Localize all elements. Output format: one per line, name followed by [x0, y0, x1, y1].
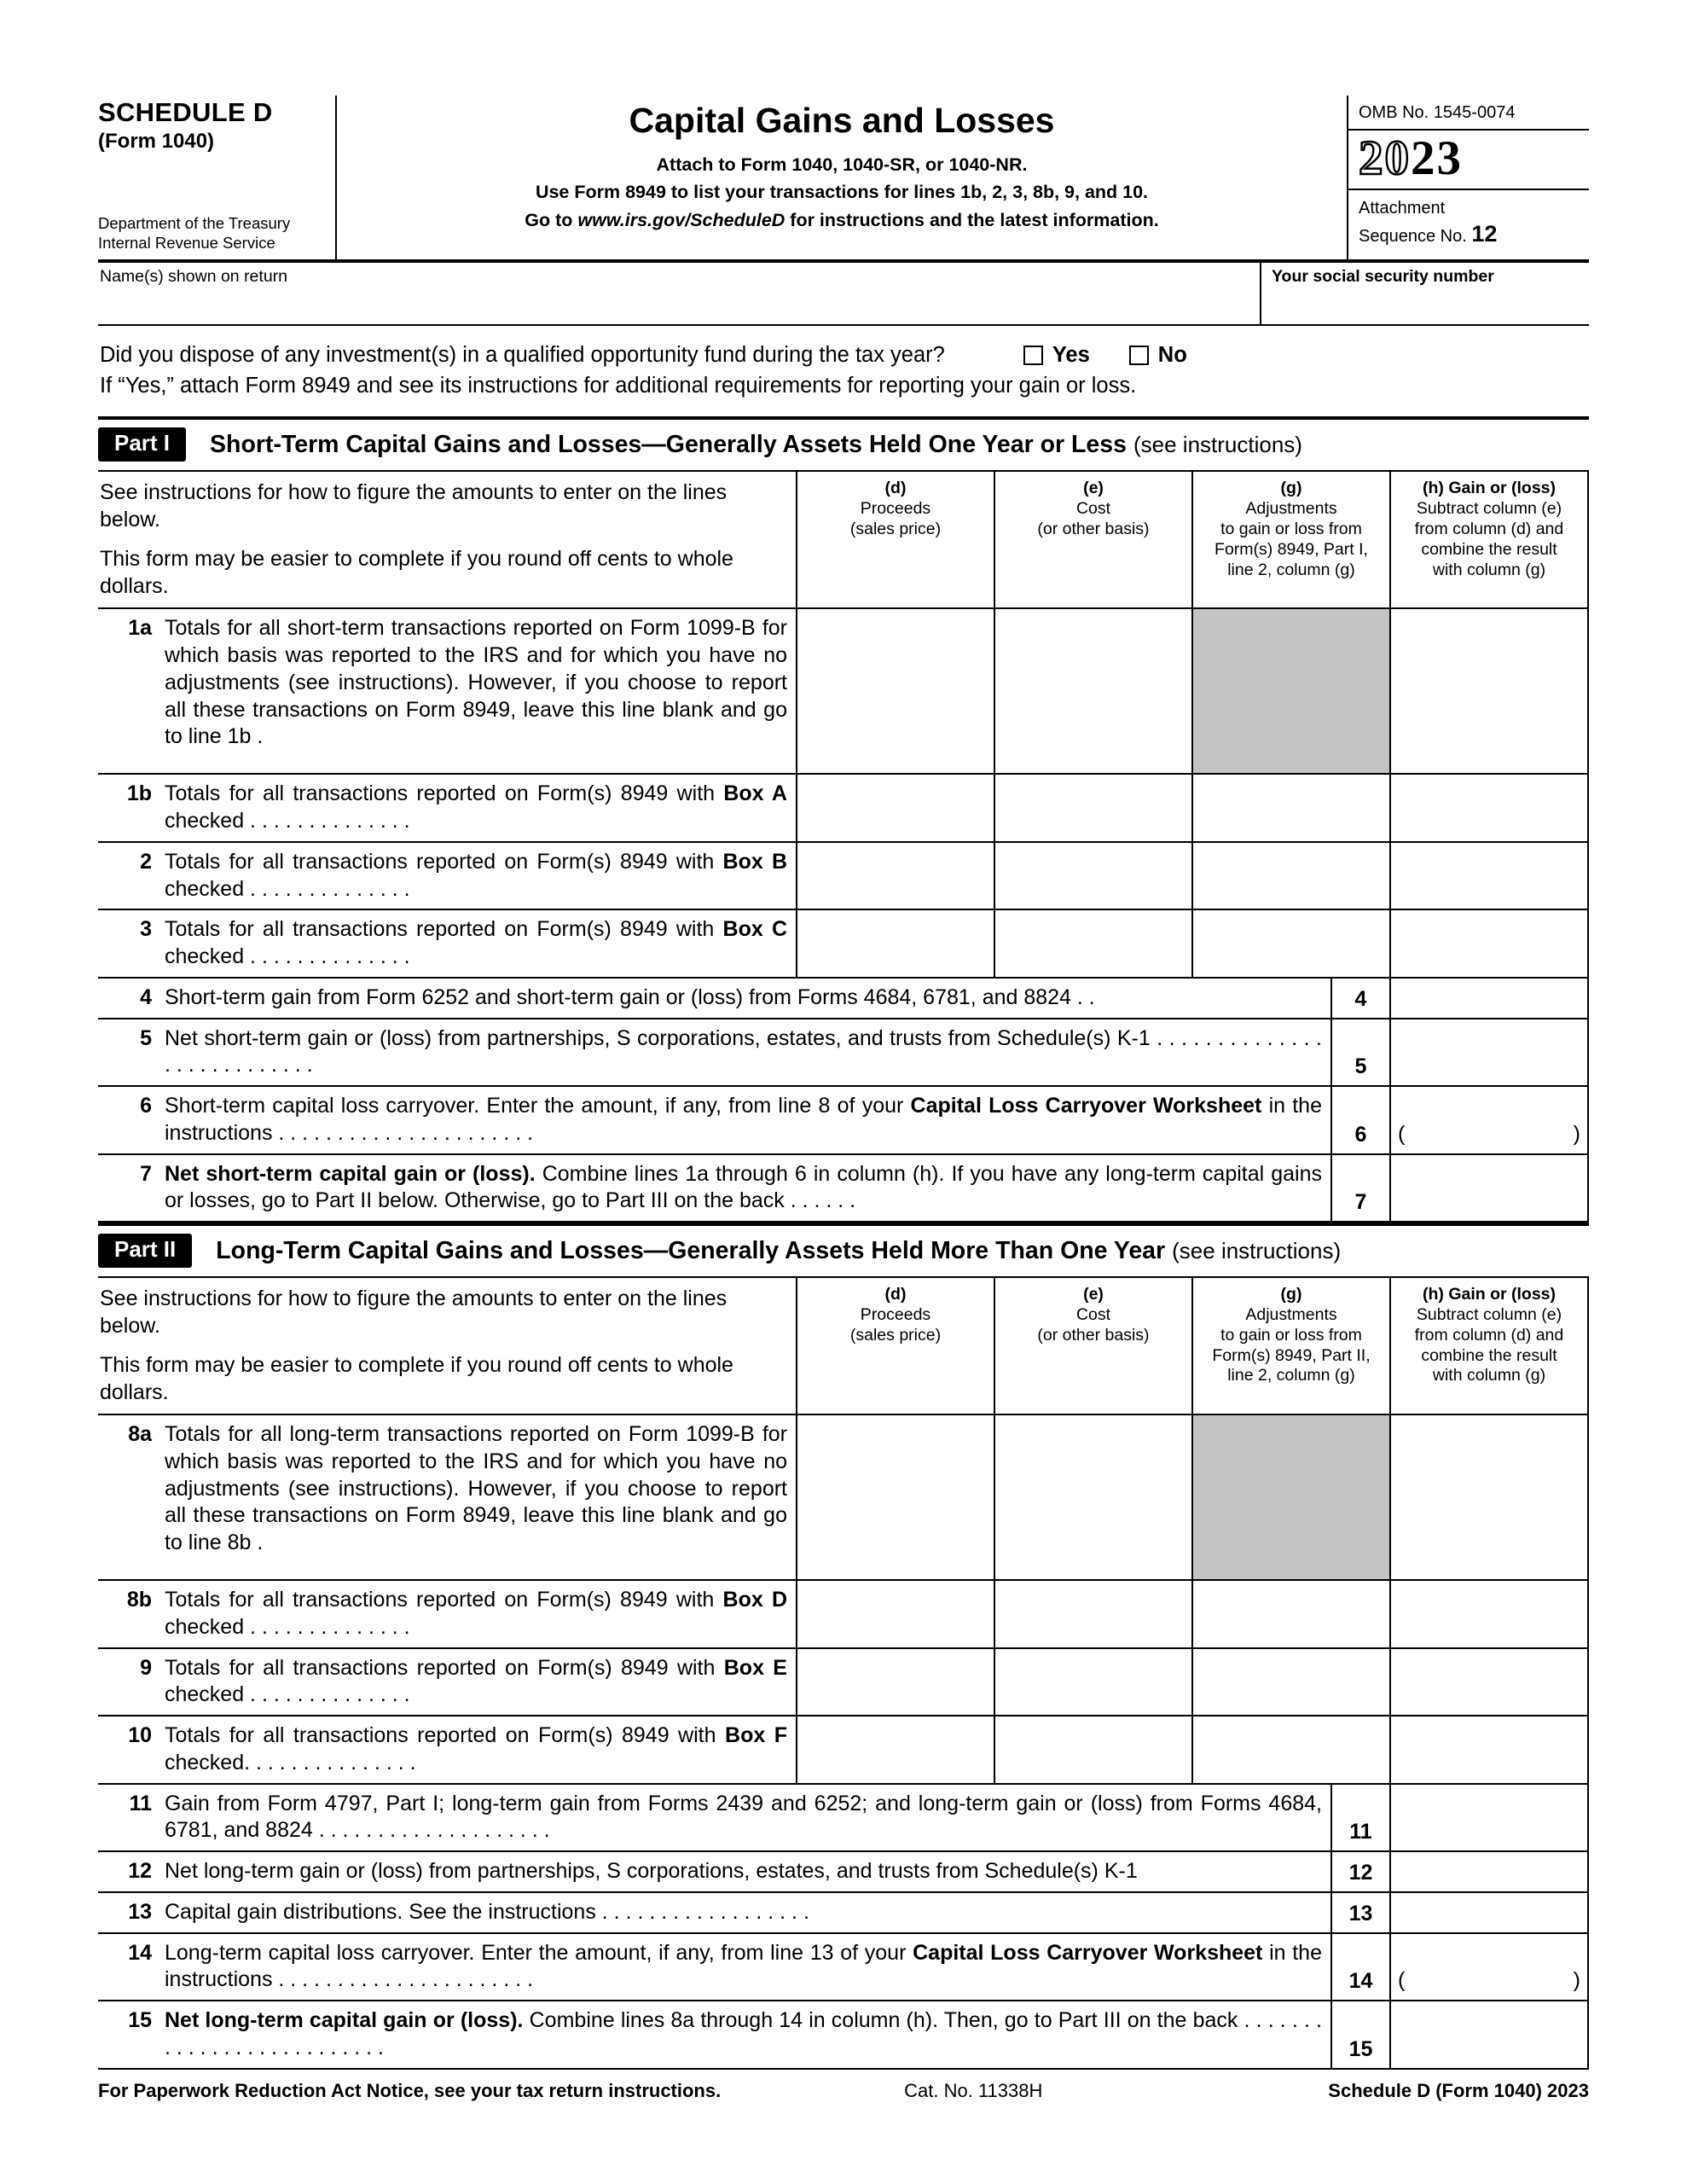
attachment-sequence [1348, 190, 1589, 256]
amount-cell-e-10[interactable] [994, 1716, 1191, 1783]
amount-cell-d-8b[interactable] [796, 1581, 994, 1647]
amount-cell-h-8b[interactable] [1389, 1581, 1589, 1647]
open-paren: ( [1398, 1121, 1406, 1146]
table-instruction-line-2: This form may be easier to complete if you round off cents to whole dollars. [100, 547, 733, 598]
column-header-line: Adjustments [1245, 499, 1337, 519]
label-segment: Totals for all transactions reported on Form(s) 8949 with [165, 917, 723, 942]
row-label [165, 1587, 796, 1641]
row-label [165, 1093, 1330, 1147]
line-number-box-value: 7 [1354, 1190, 1367, 1215]
row-label [165, 1791, 1330, 1845]
label-segment: Box B [722, 849, 787, 874]
amount-cell-h-5[interactable] [1389, 1019, 1589, 1086]
label-segment: Totals for all transactions reported on Form(s) 8949 with [165, 1655, 724, 1680]
line-number: 13 [128, 1899, 152, 1924]
amount-cell-g-3[interactable] [1191, 910, 1389, 977]
amount-cell-e-8a[interactable] [994, 1415, 1191, 1579]
line-number-box-value: 15 [1348, 2036, 1373, 2061]
amount-cell-e-1a[interactable] [994, 609, 1191, 773]
form-row-4 [98, 977, 1589, 1018]
line-number-box-13 [1330, 1893, 1389, 1932]
column-letter-d: (d) [884, 479, 907, 498]
column-header-line: Proceeds [860, 1304, 931, 1324]
column-header-line: from column (d) and [1414, 519, 1564, 538]
row-label [165, 781, 796, 835]
question-note: If “Yes,” attach Form 8949 and see its instructions for additional requirements for reporting your gain or loss. [100, 374, 1137, 398]
amount-cell-d-8a[interactable] [796, 1415, 994, 1579]
part1-badge: Part I [98, 427, 186, 462]
amount-cell-e-2[interactable] [994, 843, 1191, 909]
part2-title-text: Long-Term Capital Gains and Losses—Generally Assets Held More Than One Year [216, 1236, 1166, 1264]
attach-instruction: Attach to Form 1040, 1040-SR, or 1040-NR. [656, 154, 1028, 175]
line-number: 14 [128, 1940, 152, 1965]
form-row-1b [98, 773, 1589, 841]
form-header [98, 96, 1589, 263]
ssn-field[interactable] [1260, 263, 1589, 324]
line-number-box-value: 11 [1349, 1820, 1372, 1844]
column-header-line: (sales price) [849, 519, 942, 538]
ssn-field-label: Your social security number [1272, 267, 1494, 286]
part1-header [98, 416, 1589, 470]
label-segment: Combine lines 8a through 14 in column (h). Then, go to Part III on the back . . . . . . . . . . . . . . . . . . . . . . . . . . [165, 2008, 1322, 2059]
part2-badge: Part II [98, 1234, 192, 1268]
paperwork-notice: For Paperwork Reduction Act Notice, see your tax return instructions. [98, 2079, 722, 2101]
column-header-line: combine the result [1421, 1345, 1557, 1365]
amount-cell-h-11[interactable] [1389, 1785, 1589, 1851]
amount-cell-g-8b[interactable] [1191, 1581, 1389, 1647]
column-header-line: combine the result [1421, 539, 1557, 559]
line-number-box-4 [1330, 979, 1389, 1018]
no-label: No [1157, 343, 1187, 367]
irs-url-link[interactable]: www.irs.gov/ScheduleD [577, 209, 786, 230]
amount-cell-h-14[interactable] [1389, 1934, 1589, 2001]
label-segment: Net short-term gain or (loss) from partnerships, S corporations, estates, and trusts from Schedule(s) K-1 . . . . . . . . . . . . . . . . . . . . . . . . . . . [165, 1025, 1322, 1077]
form-row-5 [98, 1018, 1589, 1086]
amount-cell-e-8b[interactable] [994, 1581, 1191, 1647]
label-segment: Box A [723, 781, 787, 806]
row-label [165, 1858, 1330, 1885]
row-description-1a [98, 609, 796, 773]
label-segment: checked . . . . . . . . . . . . . . [165, 876, 410, 901]
form-row-13 [98, 1891, 1589, 1932]
column-letter-g: (g) [1280, 479, 1302, 498]
row-label [165, 1940, 1330, 1995]
label-segment: Totals for all transactions reported on Form(s) 8949 with [165, 849, 723, 874]
label-segment: Net long-term capital gain or (loss). [165, 2008, 524, 2033]
row-description-2 [98, 843, 796, 909]
form-row-12 [98, 1850, 1589, 1891]
catalog-number: Cat. No. 11338H [904, 2079, 1043, 2101]
amount-cell-d-9[interactable] [796, 1649, 994, 1716]
line-number: 6 [140, 1094, 152, 1118]
row-description-14 [98, 1934, 1330, 2001]
line-number: 9 [140, 1655, 152, 1680]
column-letter-e: (e) [1083, 1285, 1104, 1304]
row-label [165, 1025, 1330, 1080]
amount-cell-h-6[interactable] [1389, 1087, 1589, 1153]
column-header-line: Form(s) 8949, Part I, [1215, 539, 1368, 559]
table-header-row [98, 470, 1589, 607]
row-description-9 [98, 1649, 796, 1716]
sequence-number: 12 [1471, 220, 1498, 247]
column-header-line: with column (g) [1432, 1366, 1546, 1385]
agency-block [98, 213, 323, 253]
tax-year [1348, 131, 1589, 190]
column-header-line: from column (d) and [1414, 1325, 1564, 1345]
form-row-2 [98, 841, 1589, 909]
tax-year-solid-digits: 23 [1411, 131, 1463, 185]
amount-cell-h-1b[interactable] [1389, 775, 1589, 841]
row-description-8b [98, 1581, 796, 1647]
label-segment: Gain from Form 4797, Part I; long-term gain from Forms 2439 and 6252; and long-term gain or (loss) from Forms 4684, 6781, and 8824 . . . . . . . . . . . . . . . . . . . . [165, 1791, 1322, 1843]
column-header-e [994, 472, 1191, 607]
line-number-box-value: 13 [1348, 1901, 1373, 1926]
agency-line-1: Department of the Treasury [98, 213, 291, 232]
amount-cell-h-15[interactable] [1389, 2001, 1589, 2068]
column-header-line: line 2, column (g) [1227, 1366, 1355, 1385]
part1-title-text: Short-Term Capital Gains and Losses—Generally Assets Held One Year or Less [210, 430, 1127, 458]
column-header-line: to gain or loss from [1220, 1325, 1362, 1345]
column-header-g [1191, 1278, 1389, 1414]
row-label [165, 849, 796, 903]
label-segment: checked . . . . . . . . . . . . . . [165, 1682, 410, 1707]
row-description-3 [98, 910, 796, 977]
row-description-15 [98, 2001, 1330, 2068]
column-header-line: (or other basis) [1037, 519, 1150, 538]
amount-cell-h-3[interactable] [1389, 910, 1589, 977]
line-number: 8b [126, 1588, 152, 1612]
label-segment: Totals for all transactions reported on Form(s) 8949 with [165, 1723, 726, 1748]
column-header-line: Cost [1075, 1304, 1111, 1324]
amount-cell-h-12[interactable] [1389, 1852, 1589, 1891]
column-header-h [1389, 1278, 1589, 1414]
label-segment: in the instructions . . . . . . . . . . . . . . . . . . . . . . [165, 1094, 1322, 1145]
column-header-line: Cost [1075, 499, 1111, 519]
label-segment: Long-term capital loss carryover. Enter the amount, if any, from line 13 of your [165, 1940, 913, 1965]
amount-cell-h-9[interactable] [1389, 1649, 1589, 1716]
sequence-line [1359, 219, 1579, 249]
label-segment: Box F [725, 1723, 787, 1748]
row-description-7 [98, 1155, 1330, 1222]
column-letter-h: (h) Gain or (loss) [1423, 479, 1556, 498]
table-instructions-cell [98, 1278, 796, 1414]
goto-suffix: for instructions and the latest information. [785, 209, 1159, 230]
part2-table [98, 1276, 1589, 2070]
form-row-8a [98, 1414, 1589, 1579]
amount-cell-e-9[interactable] [994, 1649, 1191, 1716]
label-segment: checked. . . . . . . . . . . . . . . [165, 1750, 416, 1774]
column-header-line: Subtract column (e) [1416, 499, 1562, 519]
column-header-line: (or other basis) [1037, 1325, 1150, 1345]
yes-label: Yes [1052, 343, 1090, 367]
column-header-line: to gain or loss from [1220, 519, 1362, 538]
part2-title-note: (see instructions) [1172, 1237, 1342, 1263]
line-number: 7 [140, 1161, 152, 1186]
form-id-block [98, 96, 337, 259]
amount-cell-g-2[interactable] [1191, 843, 1389, 909]
row-label [165, 615, 796, 767]
row-label [165, 1899, 1330, 1926]
form-row-3 [98, 909, 1589, 977]
label-segment: in the instructions . . . . . . . . . . . . . . . . . . . . . . [165, 1940, 1322, 1992]
amount-cell-h-13[interactable] [1389, 1893, 1589, 1932]
amount-cell-g-9[interactable] [1191, 1649, 1389, 1716]
line-number: 1a [128, 616, 152, 641]
row-description-11 [98, 1785, 1330, 1851]
form-title-block [337, 96, 1347, 259]
part1-title [210, 431, 1302, 459]
line-number: 3 [140, 917, 152, 942]
row-description-5 [98, 1019, 1330, 1086]
part1-table [98, 470, 1589, 1223]
part1-title-note: (see instructions) [1133, 431, 1302, 457]
line-number: 1b [126, 781, 152, 806]
amount-cell-h-8a[interactable] [1389, 1415, 1589, 1579]
table-instruction-line-1: See instructions for how to figure the amounts to enter on the lines below. [100, 1287, 728, 1338]
row-description-13 [98, 1893, 1330, 1932]
form-row-15 [98, 2000, 1589, 2068]
amount-cell-e-1b[interactable] [994, 775, 1191, 841]
line-number: 4 [140, 985, 152, 1009]
amount-cell-d-1b[interactable] [796, 775, 994, 841]
part2-header [98, 1223, 1589, 1276]
label-segment: Totals for all transactions reported on Form(s) 8949 with [165, 781, 724, 806]
amount-cell-h-2[interactable] [1389, 843, 1589, 909]
label-segment: Totals for all transactions reported on Form(s) 8949 with [165, 1588, 723, 1612]
label-segment: Box E [723, 1655, 787, 1680]
goto-prefix: Go to [525, 209, 578, 230]
column-header-g [1191, 472, 1389, 607]
yes-checkbox[interactable] [1023, 346, 1043, 365]
form-number: (Form 1040) [98, 130, 215, 153]
form-row-11 [98, 1783, 1589, 1851]
amount-cell-d-3[interactable] [796, 910, 994, 977]
close-paren: ) [1573, 1968, 1580, 1993]
form-row-8b [98, 1579, 1589, 1647]
table-instructions-cell [98, 472, 796, 607]
line-number: 2 [140, 849, 152, 874]
row-label [165, 1722, 796, 1777]
use-form-instruction: Use Form 8949 to list your transactions for lines 1b, 2, 3, 8b, 9, and 10. [535, 182, 1149, 203]
row-description-12 [98, 1852, 1330, 1891]
line-number-box-value: 6 [1354, 1122, 1367, 1147]
column-header-d [796, 472, 994, 607]
form-row-7 [98, 1153, 1589, 1222]
form-row-6 [98, 1085, 1589, 1153]
line-number: 11 [129, 1791, 152, 1815]
name-field[interactable] [98, 263, 1260, 324]
label-segment: Capital Loss Carryover Worksheet [910, 1094, 1262, 1118]
amount-cell-d-2[interactable] [796, 843, 994, 909]
form-instructions [357, 151, 1326, 234]
amount-cell-h-1a[interactable] [1389, 609, 1589, 773]
amount-cell-d-10[interactable] [796, 1716, 994, 1783]
omb-year-block [1347, 96, 1589, 259]
column-header-line: Proceeds [860, 499, 931, 519]
amount-cell-h-7[interactable] [1389, 1155, 1589, 1222]
label-segment: Box C [722, 917, 787, 942]
table-instruction-line-1: See instructions for how to figure the amounts to enter on the lines below. [100, 480, 728, 531]
column-header-line: (sales price) [849, 1325, 942, 1345]
label-segment: Short-term capital loss carryover. Enter the amount, if any, from line 8 of your [165, 1094, 911, 1118]
line-number-box-7 [1330, 1155, 1389, 1222]
table-instruction-line-2: This form may be easier to complete if you round off cents to whole dollars. [100, 1353, 733, 1404]
line-number-box-value: 14 [1348, 1969, 1373, 1994]
line-number: 15 [128, 2008, 152, 2033]
amount-cell-h-4[interactable] [1389, 979, 1589, 1018]
column-header-line: Subtract column (e) [1416, 1304, 1562, 1324]
name-ssn-row [98, 263, 1589, 326]
form-row-1a [98, 607, 1589, 773]
amount-cell-g-10[interactable] [1191, 1716, 1389, 1783]
close-paren: ) [1573, 1121, 1580, 1146]
row-description-8a [98, 1415, 796, 1579]
form-title: Capital Gains and Losses [629, 101, 1055, 140]
row-label [165, 2007, 1330, 2062]
line-number-box-14 [1330, 1934, 1389, 2001]
column-header-line: line 2, column (g) [1227, 560, 1355, 579]
label-segment: checked . . . . . . . . . . . . . . [165, 1614, 410, 1639]
row-description-6 [98, 1087, 1330, 1153]
row-label [165, 916, 796, 971]
column-header-e [994, 1278, 1191, 1414]
line-number: 12 [128, 1859, 152, 1884]
footer-form-id: Schedule D (Form 1040) 2023 [1328, 2079, 1589, 2101]
label-segment: Box D [722, 1588, 787, 1612]
line-number: 5 [140, 1025, 152, 1050]
schedule-name: SCHEDULE D [98, 97, 273, 127]
question-text: Did you dispose of any investment(s) in a qualified opportunity fund during the tax year? [100, 343, 945, 367]
name-field-label: Name(s) shown on return [100, 267, 288, 286]
column-header-h [1389, 472, 1589, 607]
no-checkbox[interactable] [1129, 346, 1149, 365]
goto-instruction [357, 206, 1326, 234]
column-letter-h: (h) Gain or (loss) [1423, 1285, 1556, 1304]
label-segment: Capital gain distributions. See the instructions . . . . . . . . . . . . . . . . . . [165, 1899, 809, 1924]
attachment-label: Attachment [1359, 198, 1446, 218]
column-header-line: Form(s) 8949, Part II, [1212, 1345, 1371, 1365]
question-answers [1023, 340, 1187, 370]
row-description-4 [98, 979, 1330, 1018]
column-letter-e: (e) [1083, 479, 1104, 498]
line-number-box-value: 5 [1354, 1054, 1367, 1079]
row-description-1b [98, 775, 796, 841]
line-number-box-6 [1330, 1087, 1389, 1153]
tax-year-outline-digits: 20 [1359, 131, 1411, 185]
label-segment: Short-term gain from Form 6252 and short-term gain or (loss) from Forms 4684, 6781, and 8824 . . [165, 985, 1095, 1009]
table-header-row [98, 1276, 1589, 1414]
column-letter-g: (g) [1280, 1285, 1302, 1304]
line-number: 10 [128, 1723, 152, 1748]
column-header-line: with column (g) [1432, 560, 1546, 579]
form-row-9 [98, 1647, 1589, 1716]
label-segment: Totals for all long-term transactions reported on Form 1099-B for which basis was reported to the IRS and for which you have no adjustments (see instructions). However, if you choose to report all these transactions on Form 8949, leave this line blank and go to line 8b . [165, 1422, 787, 1555]
amount-cell-g-1b[interactable] [1191, 775, 1389, 841]
amount-cell-h-10[interactable] [1389, 1716, 1589, 1783]
row-label [165, 1421, 796, 1573]
open-paren: ( [1398, 1968, 1406, 1993]
column-header-line: Adjustments [1245, 1304, 1337, 1324]
row-label [165, 1161, 1330, 1216]
line-number: 8a [128, 1422, 152, 1447]
line-number-box-value: 4 [1354, 986, 1367, 1011]
line-number-box-value: 12 [1348, 1860, 1373, 1885]
row-label [165, 985, 1330, 1012]
opportunity-fund-question [98, 326, 1589, 416]
label-segment: Totals for all short-term transactions reported on Form 1099-B for which basis was reported to the IRS and for which you have no adjustments (see instructions). However, if you choose to report all these transactions on Form 8949, leave this line blank and go to line 1b . [165, 616, 787, 749]
agency-line-2: Internal Revenue Service [98, 233, 275, 252]
line-number-box-11 [1330, 1785, 1389, 1851]
label-segment: Combine lines 1a through 6 in column (h). If you have any long-term capital gains or losses, go to Part II below. Otherwise, go to Part III on the back . . . . . . [165, 1161, 1322, 1213]
blocked-cell-g-1a [1191, 609, 1389, 773]
line-number-box-5 [1330, 1019, 1389, 1086]
amount-cell-d-1a[interactable] [796, 609, 994, 773]
sequence-label: Sequence No. [1359, 226, 1472, 246]
part2-title [216, 1237, 1341, 1265]
label-segment: checked . . . . . . . . . . . . . . [165, 944, 410, 969]
blocked-cell-g-8a [1191, 1415, 1389, 1579]
line-number-box-15 [1330, 2001, 1389, 2068]
form-footer [98, 2070, 1589, 2102]
column-letter-d: (d) [884, 1285, 907, 1304]
question-line [100, 340, 1587, 370]
column-header-d [796, 1278, 994, 1414]
label-segment: Net short-term capital gain or (loss). [165, 1161, 536, 1186]
label-segment: checked . . . . . . . . . . . . . . [165, 809, 410, 834]
row-description-10 [98, 1716, 796, 1783]
omb-number: OMB No. 1545-0074 [1348, 96, 1589, 131]
amount-cell-e-3[interactable] [994, 910, 1191, 977]
label-segment: Capital Loss Carryover Worksheet [913, 1940, 1263, 1965]
form-row-14 [98, 1932, 1589, 2001]
line-number-box-12 [1330, 1852, 1389, 1891]
row-label [165, 1655, 796, 1710]
form-row-10 [98, 1715, 1589, 1783]
label-segment: Net long-term gain or (loss) from partnerships, S corporations, estates, and trusts from Schedule(s) K-1 [165, 1859, 1138, 1884]
